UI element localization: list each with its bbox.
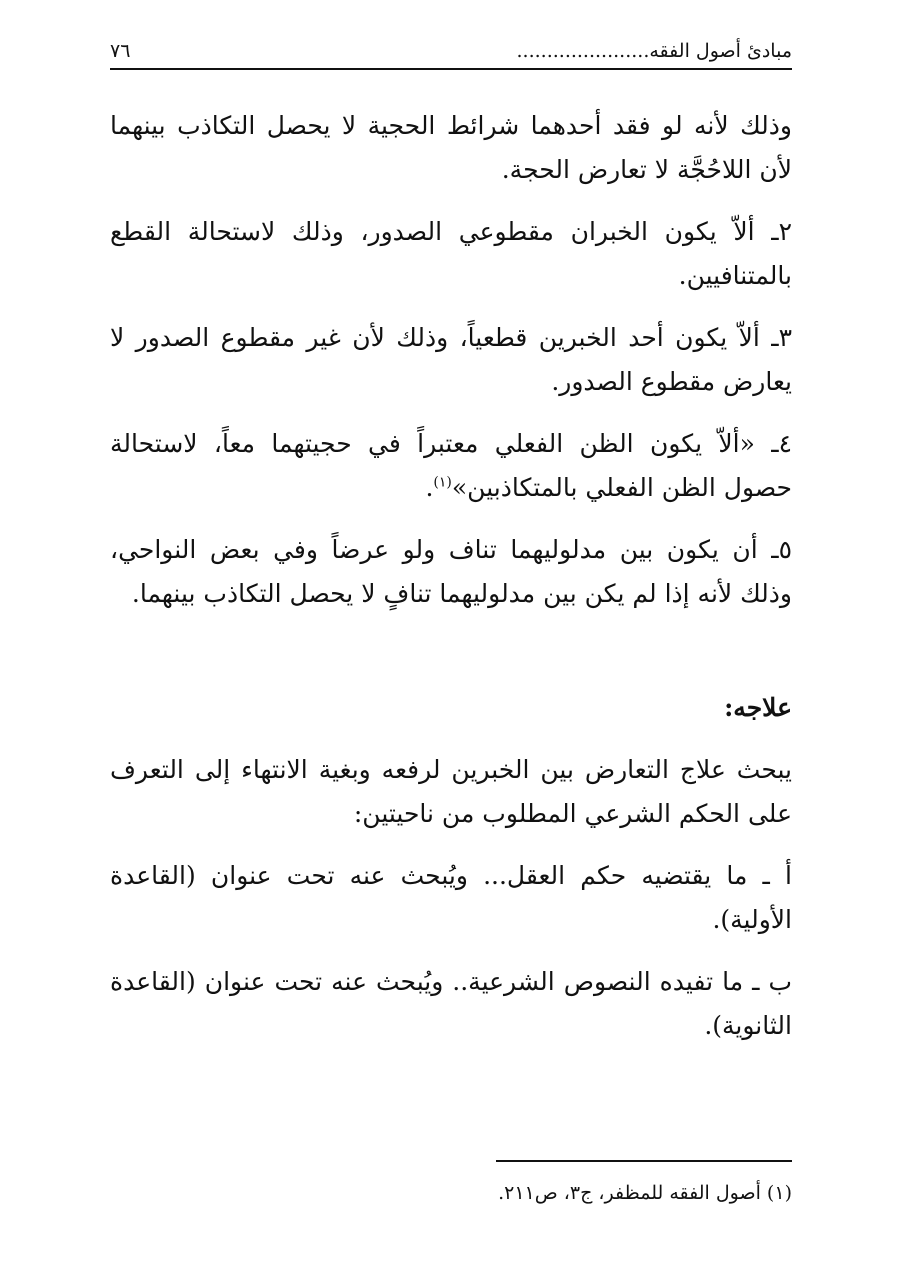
condition-3: ٣ـ ألاّ يكون أحد الخبرين قطعياً، وذلك لأن غير مقطوع الصدور لا يعارض مقطوع الصدور.	[110, 323, 792, 396]
section-heading: علاجه:	[724, 693, 792, 722]
footnote-divider	[496, 1160, 792, 1162]
condition-4-end: .	[425, 473, 434, 502]
treatment-b: ب ـ ما تفيده النصوص الشرعية.. ويُبحث عنه تحت عنوان (القاعدة الثانوية).	[110, 967, 792, 1040]
page-header	[110, 36, 792, 70]
paragraph-treatment: يبحث علاج التعارض بين الخبرين لرفعه وبغية الانتهاء إلى التعرف على الحكم الشرعي المطلوب من ناحيتين:	[110, 755, 792, 828]
treatment-a: أ ـ ما يقتضيه حكم العقل... ويُبحث عنه تحت عنوان (القاعدة الأولية).	[110, 861, 792, 934]
running-title: مبادئ أصول الفقه......................	[516, 40, 792, 62]
footnote: (١) أصول الفقه للمظفر، ج٣، ص٢١١.	[498, 1182, 792, 1204]
paragraph-intro: وذلك لأنه لو فقد أحدهما شرائط الحجية لا يحصل التكاذب بينهما لأن اللاحُجَّة لا تعارض الحجة.	[110, 111, 792, 184]
page-number: ٧٦	[110, 40, 131, 62]
footnote-reference[interactable]: (١)	[433, 474, 452, 491]
condition-2: ٢ـ ألاّ يكون الخبران مقطوعي الصدور، وذلك لاستحالة القطع بالمتنافيين.	[110, 217, 792, 290]
condition-5: ٥ـ أن يكون بين مدلوليهما تناف ولو عرضاً وفي بعض النواحي، وذلك لأنه إذا لم يكن بين مدلوليهما تنافٍ لا يحصل التكاذب بينهما.	[110, 535, 793, 608]
condition-4-text: ٤ـ «ألاّ يكون الظن الفعلي معتبراً في حجيتهما معاً، لاستحالة حصول الظن الفعلي بالمتكاذبين»	[110, 429, 792, 502]
condition-4	[110, 422, 792, 510]
